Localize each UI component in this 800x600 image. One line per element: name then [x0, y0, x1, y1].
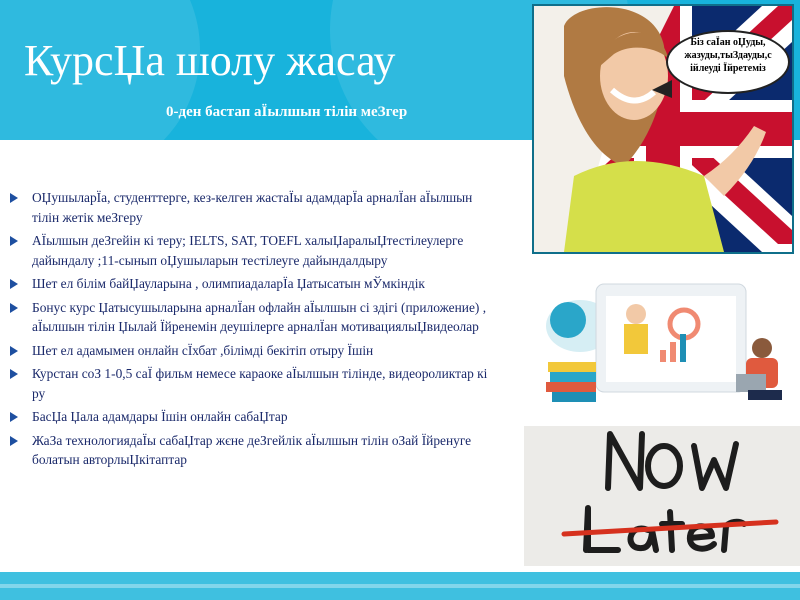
list-item: [8, 298, 490, 337]
slide-subtitle: 0-ден бастап аЇылшын тілін меЗгер: [166, 104, 408, 120]
bullet-arrow-icon: [10, 436, 18, 446]
list-item: [8, 364, 490, 403]
bullet-arrow-icon: [10, 412, 18, 422]
list-item: [8, 407, 490, 427]
bullet-arrow-icon: [10, 279, 18, 289]
list-item-text: ОЏушыларЇа, студенттерге, кез-келген жастаЇы адамдарЇа арналЇан аЇылшын тілін жетік меЗгеру: [32, 190, 473, 225]
list-item: [8, 231, 490, 270]
list-item-text: АЇылшын деЗгейін кі теру; IELTS, SAT, TOEFL халыЏаралыЏтестілеулерге дайындалу ;11-сынып оЏушыларын тестілеуге дайындалдыру: [32, 233, 464, 268]
list-item-text: БасЏа Џала адамдары Їшін онлайн сабаЏтар: [32, 409, 288, 424]
bullet-arrow-icon: [10, 369, 18, 379]
bullet-arrow-icon: [10, 303, 18, 313]
list-item: [8, 431, 490, 470]
bullet-arrow-icon: [10, 346, 18, 356]
list-item: [8, 341, 490, 361]
bullet-list: [8, 188, 490, 474]
online-learning-illustration: [540, 262, 796, 422]
list-item-text: Шет ел адамымен онлайн сЇхбат ,білімді бекітіп отыру Їшін: [32, 342, 374, 358]
speech-bubble-tail: [652, 80, 672, 98]
slide-title: КурсЏа шолу жасау: [24, 36, 396, 85]
list-item-text: Курстан соЗ 1-0,5 саЇ фильм немесе караоке аЇылшын тілінде, видеороликтар кі ру: [32, 366, 488, 401]
speech-bubble-text: Біз саЇан оЏуды, жазуды,тыЗдауды,с ійлеуді Їйретеміз: [684, 37, 772, 74]
list-item: [8, 188, 490, 227]
now-later-image: [524, 426, 800, 566]
list-item-text: ЖаЗа технологиядаЇы сабаЏтар жєне деЗгейлік аЇылшын тілін оЗай Їйренуге болатын авторлыЏкітаптар: [32, 432, 472, 467]
list-item-text: Бонус курс Џатысушыларына арналЇан офлайн аЇылшын сі здігі (приложение) , аЇылшын тілін Џылай Їйренемін деушілерге арналЇан мотивациялыЏвидеолар: [32, 299, 487, 334]
footer-band: [0, 572, 800, 600]
bullet-arrow-icon: [10, 193, 18, 203]
list-item-text: Шет ел білім байЏауларына , олимпиадаларЇа Џатысатын мЎмкіндік: [32, 276, 425, 291]
bullet-arrow-icon: [10, 236, 18, 246]
list-item: [8, 274, 490, 294]
footer-stripe: [0, 584, 800, 588]
